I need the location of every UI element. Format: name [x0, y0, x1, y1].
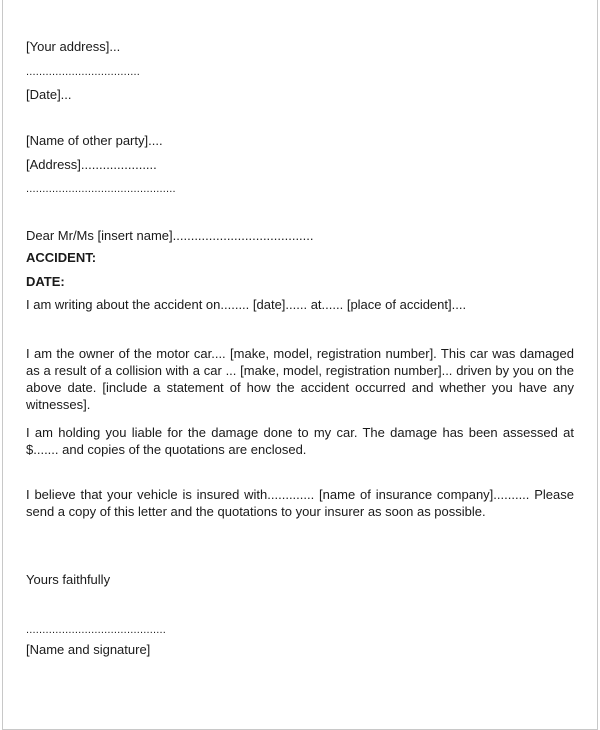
- accident-heading: ACCIDENT:: [26, 250, 97, 265]
- paragraph-ownership: I am the owner of the motor car.... [make, model, registration number]. This car was damaged as a result of a collision with a car ... [make, model, registration number]... driven by you on the above date. [include a statement of how the accident occurred and whether you have any witnesses].: [26, 346, 574, 412]
- signature-dots: ...........................................: [26, 624, 167, 636]
- other-party-address: [Address].....................: [26, 157, 157, 172]
- address-dots: ...................................: [26, 66, 140, 78]
- signature-line: [Name and signature]: [26, 642, 151, 657]
- salutation: Dear Mr/Ms [insert name].......................................: [26, 228, 314, 243]
- other-party-name: [Name of other party]....: [26, 133, 163, 148]
- letter-page: [2, 0, 598, 730]
- date-heading: DATE:: [26, 274, 65, 289]
- other-address-dots: ..............................................: [26, 183, 176, 195]
- closing: Yours faithfully: [26, 572, 111, 587]
- your-address: [Your address]...: [26, 39, 121, 54]
- paragraph-insurance: I believe that your vehicle is insured with............. [name of insurance company].......... Please send a copy of this letter and the quotations to your insurer as soon as possible.: [26, 487, 574, 519]
- paragraph-accident-details: I am writing about the accident on........ [date]...... at...... [place of accident]....: [26, 297, 467, 312]
- paragraph-liability: I am holding you liable for the damage done to my car. The damage has been assessed at $....... and copies of the quotations are enclosed.: [26, 425, 574, 457]
- date-line: [Date]...: [26, 87, 72, 102]
